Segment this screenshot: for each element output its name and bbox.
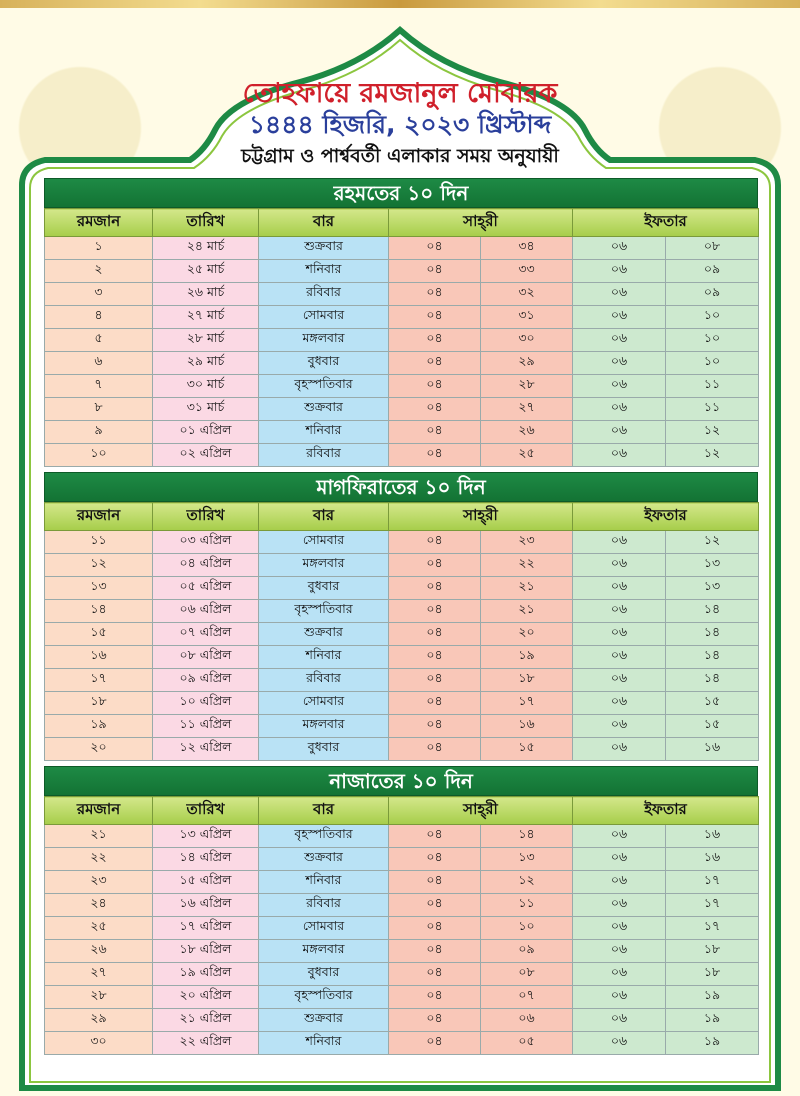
cell-iftar-hour: ০৬ [573,1032,666,1055]
cell-iftar-minute: ১৯ [666,986,759,1009]
cell-ramadan: ২০ [45,738,153,761]
cell-sehri-minute: ২০ [481,623,573,646]
table-row [45,283,759,306]
table-row [45,531,759,554]
section-title: নাজাতের ১০ দিন [44,766,758,796]
cell-iftar-hour: ০৬ [573,986,666,1009]
col-header-sehri: সাহ্‌রী [389,503,573,531]
cell-iftar-hour: ০৬ [573,352,666,375]
cell-ramadan: ৩ [45,283,153,306]
table-row [45,1032,759,1055]
cell-sehri-minute: ২৫ [481,444,573,467]
cell-sehri-minute: ১১ [481,894,573,917]
cell-ramadan: ২৬ [45,940,153,963]
cell-day: শনিবার [259,646,389,669]
cell-sehri-hour: ০৪ [389,283,481,306]
cell-sehri-hour: ০৪ [389,352,481,375]
cell-date: ২৬ মার্চ [153,283,259,306]
cell-date: ১৮ এপ্রিল [153,940,259,963]
cell-ramadan: ৫ [45,329,153,352]
cell-iftar-minute: ০৯ [666,260,759,283]
schedule-table [44,796,759,1055]
table-row [45,444,759,467]
cell-iftar-minute: ০৯ [666,283,759,306]
table-row [45,825,759,848]
cell-sehri-hour: ০৪ [389,398,481,421]
section-title: মাগফিরাতের ১০ দিন [44,472,758,502]
col-header-sehri: সাহ্‌রী [389,209,573,237]
cell-iftar-hour: ০৬ [573,554,666,577]
header-row [45,797,759,825]
cell-iftar-minute: ০৮ [666,237,759,260]
cell-date: ২৭ মার্চ [153,306,259,329]
col-header-ramadan: রমজান [45,797,153,825]
cell-sehri-minute: ২১ [481,600,573,623]
cell-date: ০৮ এপ্রিল [153,646,259,669]
col-header-iftar: ইফতার [573,503,759,531]
col-header-sehri: সাহ্‌রী [389,797,573,825]
cell-iftar-minute: ১৫ [666,715,759,738]
cell-iftar-minute: ১১ [666,375,759,398]
cell-sehri-hour: ০৪ [389,1032,481,1055]
cell-iftar-minute: ১১ [666,398,759,421]
section-block [44,766,758,1055]
cell-sehri-minute: ১৩ [481,848,573,871]
cell-sehri-minute: ৩১ [481,306,573,329]
cell-ramadan: ১৫ [45,623,153,646]
cell-sehri-hour: ০৪ [389,375,481,398]
cell-iftar-hour: ০৬ [573,623,666,646]
cell-iftar-hour: ০৬ [573,894,666,917]
table-row [45,986,759,1009]
cell-date: ২৯ মার্চ [153,352,259,375]
cell-ramadan: ১১ [45,531,153,554]
table-row [45,352,759,375]
cell-iftar-minute: ১৬ [666,738,759,761]
cell-ramadan: ২৭ [45,963,153,986]
cell-date: ০৭ এপ্রিল [153,623,259,646]
cell-sehri-minute: ১৫ [481,738,573,761]
table-row [45,577,759,600]
cell-day: শুক্রবার [259,848,389,871]
cell-iftar-hour: ০৬ [573,715,666,738]
cell-day: মঙ্গলবার [259,715,389,738]
cell-iftar-minute: ১২ [666,531,759,554]
cell-day: বৃহস্পতিবার [259,986,389,1009]
table-row [45,1009,759,1032]
cell-day: বুধবার [259,352,389,375]
cell-iftar-hour: ০৬ [573,600,666,623]
cell-iftar-hour: ০৬ [573,738,666,761]
col-header-day: বার [259,797,389,825]
cell-iftar-hour: ০৬ [573,692,666,715]
table-row [45,669,759,692]
cell-day: বুধবার [259,577,389,600]
col-header-day: বার [259,503,389,531]
header-row [45,503,759,531]
table-row [45,646,759,669]
cell-sehri-minute: ২৬ [481,421,573,444]
cell-day: রবিবার [259,444,389,467]
cell-date: ০১ এপ্রিল [153,421,259,444]
cell-iftar-minute: ১৮ [666,963,759,986]
cell-sehri-minute: ২৭ [481,398,573,421]
cell-iftar-minute: ১২ [666,421,759,444]
cell-iftar-hour: ০৬ [573,260,666,283]
cell-date: ০৫ এপ্রিল [153,577,259,600]
section-block [44,178,758,467]
cell-sehri-minute: ১০ [481,917,573,940]
cell-ramadan: ১ [45,237,153,260]
cell-sehri-minute: ০৭ [481,986,573,1009]
cell-iftar-minute: ১৯ [666,1032,759,1055]
cell-day: সোমবার [259,692,389,715]
cell-day: সোমবার [259,917,389,940]
table-row [45,306,759,329]
cell-iftar-hour: ০৬ [573,398,666,421]
cell-ramadan: ১৩ [45,577,153,600]
cell-sehri-hour: ০৪ [389,600,481,623]
cell-sehri-hour: ০৪ [389,894,481,917]
cell-day: মঙ্গলবার [259,329,389,352]
cell-ramadan: ৪ [45,306,153,329]
section-block [44,472,758,761]
cell-ramadan: ১২ [45,554,153,577]
section-title: রহমতের ১০ দিন [44,178,758,208]
cell-date: ১০ এপ্রিল [153,692,259,715]
cell-iftar-hour: ০৬ [573,669,666,692]
cell-date: ৩০ মার্চ [153,375,259,398]
cell-day: মঙ্গলবার [259,554,389,577]
table-row [45,600,759,623]
cell-date: ২৮ মার্চ [153,329,259,352]
cell-sehri-hour: ০৪ [389,646,481,669]
cell-iftar-hour: ০৬ [573,375,666,398]
cell-iftar-hour: ০৬ [573,531,666,554]
cell-sehri-minute: ১৯ [481,646,573,669]
cell-sehri-hour: ০৪ [389,871,481,894]
cell-day: বৃহস্পতিবার [259,375,389,398]
cell-iftar-minute: ১৯ [666,1009,759,1032]
cell-date: ০২ এপ্রিল [153,444,259,467]
cell-sehri-hour: ০৪ [389,669,481,692]
cell-iftar-hour: ০৬ [573,306,666,329]
cell-sehri-hour: ০৪ [389,738,481,761]
cell-ramadan: ১৭ [45,669,153,692]
cell-sehri-minute: ০৬ [481,1009,573,1032]
cell-ramadan: ২১ [45,825,153,848]
table-row [45,398,759,421]
cell-date: ১৫ এপ্রিল [153,871,259,894]
cell-ramadan: ২৫ [45,917,153,940]
cell-sehri-minute: ১৮ [481,669,573,692]
cell-date: ০৯ এপ্রিল [153,669,259,692]
schedule-table [44,502,759,761]
cell-ramadan: ৩০ [45,1032,153,1055]
table-row [45,963,759,986]
table-row [45,917,759,940]
table-row [45,692,759,715]
cell-sehri-minute: ৩৪ [481,237,573,260]
cell-sehri-hour: ০৪ [389,554,481,577]
cell-sehri-hour: ০৪ [389,963,481,986]
header-row [45,209,759,237]
cell-sehri-minute: ২৯ [481,352,573,375]
schedule-sheet [44,178,758,1060]
cell-iftar-hour: ০৬ [573,963,666,986]
cell-iftar-minute: ১৬ [666,825,759,848]
cell-date: ১৬ এপ্রিল [153,894,259,917]
cell-ramadan: ১৪ [45,600,153,623]
cell-ramadan: ২৮ [45,986,153,1009]
col-header-date: তারিখ [153,209,259,237]
cell-day: শনিবার [259,871,389,894]
table-row [45,375,759,398]
cell-day: শনিবার [259,260,389,283]
cell-sehri-hour: ০৪ [389,715,481,738]
cell-sehri-hour: ০৪ [389,421,481,444]
cell-ramadan: ১৬ [45,646,153,669]
cell-date: ২০ এপ্রিল [153,986,259,1009]
col-header-date: তারিখ [153,797,259,825]
cell-iftar-minute: ১৭ [666,894,759,917]
cell-sehri-minute: ১৪ [481,825,573,848]
cell-sehri-minute: ০৯ [481,940,573,963]
cell-iftar-hour: ০৬ [573,646,666,669]
cell-sehri-minute: ১২ [481,871,573,894]
cell-iftar-hour: ০৬ [573,444,666,467]
cell-sehri-hour: ০৪ [389,260,481,283]
cell-day: শুক্রবার [259,1009,389,1032]
cell-day: শনিবার [259,1032,389,1055]
cell-day: বুধবার [259,963,389,986]
cell-day: সোমবার [259,531,389,554]
cell-sehri-minute: ২৩ [481,531,573,554]
cell-sehri-hour: ০৪ [389,531,481,554]
cell-ramadan: ৮ [45,398,153,421]
cell-iftar-minute: ১৪ [666,623,759,646]
cell-date: ২২ এপ্রিল [153,1032,259,1055]
col-header-ramadan: রমজান [45,503,153,531]
cell-sehri-hour: ০৪ [389,848,481,871]
table-row [45,260,759,283]
cell-sehri-minute: ২২ [481,554,573,577]
main-title: তোহফায়ে রমজানুল মোবারক [242,78,558,109]
cell-ramadan: ৬ [45,352,153,375]
cell-ramadan: ২২ [45,848,153,871]
table-row [45,421,759,444]
cell-iftar-hour: ০৬ [573,1009,666,1032]
cell-iftar-minute: ১০ [666,352,759,375]
cell-sehri-minute: ৩৩ [481,260,573,283]
region-subtitle: চট্টগ্রাম ও পার্শ্ববর্তী এলাকার সময় অনুযায়ী [241,145,559,167]
cell-sehri-hour: ০৪ [389,577,481,600]
col-header-iftar: ইফতার [573,797,759,825]
year-title: ১৪৪৪ হিজরি, ২০২৩ খ্রিস্টাব্দ [248,110,552,139]
cell-iftar-hour: ০৬ [573,871,666,894]
cell-sehri-hour: ০৪ [389,623,481,646]
cell-iftar-minute: ১২ [666,444,759,467]
cell-iftar-hour: ০৬ [573,577,666,600]
table-row [45,715,759,738]
cell-date: ২৫ মার্চ [153,260,259,283]
cell-sehri-hour: ০৪ [389,329,481,352]
cell-date: ২৪ মার্চ [153,237,259,260]
cell-sehri-minute: ২৮ [481,375,573,398]
title-block [0,78,800,170]
cell-date: ০৩ এপ্রিল [153,531,259,554]
cell-ramadan: ২৩ [45,871,153,894]
table-row [45,329,759,352]
cell-day: সোমবার [259,306,389,329]
cell-day: বুধবার [259,738,389,761]
cell-ramadan: ২৪ [45,894,153,917]
table-row [45,894,759,917]
cell-iftar-minute: ১৬ [666,848,759,871]
cell-iftar-hour: ০৬ [573,940,666,963]
cell-day: বৃহস্পতিবার [259,600,389,623]
cell-iftar-hour: ০৬ [573,283,666,306]
cell-iftar-minute: ১৭ [666,917,759,940]
cell-iftar-minute: ১৪ [666,646,759,669]
cell-iftar-hour: ০৬ [573,329,666,352]
cell-date: ১১ এপ্রিল [153,715,259,738]
cell-iftar-minute: ১৪ [666,600,759,623]
cell-sehri-hour: ০৪ [389,917,481,940]
cell-ramadan: ২ [45,260,153,283]
cell-ramadan: ১৯ [45,715,153,738]
cell-day: শুক্রবার [259,398,389,421]
cell-iftar-hour: ০৬ [573,421,666,444]
cell-date: ০৬ এপ্রিল [153,600,259,623]
table-row [45,848,759,871]
cell-day: রবিবার [259,669,389,692]
cell-iftar-minute: ১৩ [666,554,759,577]
cell-sehri-hour: ০৪ [389,986,481,1009]
cell-date: ১৩ এপ্রিল [153,825,259,848]
cell-day: রবিবার [259,283,389,306]
cell-day: শুক্রবার [259,237,389,260]
cell-iftar-minute: ১০ [666,306,759,329]
cell-sehri-minute: ২১ [481,577,573,600]
cell-sehri-hour: ০৪ [389,444,481,467]
col-header-date: তারিখ [153,503,259,531]
cell-day: মঙ্গলবার [259,940,389,963]
cell-sehri-hour: ০৪ [389,237,481,260]
cell-date: ৩১ মার্চ [153,398,259,421]
table-row [45,623,759,646]
cell-day: শনিবার [259,421,389,444]
table-row [45,940,759,963]
schedule-table [44,208,759,467]
cell-sehri-minute: ৩০ [481,329,573,352]
cell-sehri-hour: ০৪ [389,692,481,715]
cell-day: বৃহস্পতিবার [259,825,389,848]
cell-date: ১৯ এপ্রিল [153,963,259,986]
cell-sehri-minute: ০৫ [481,1032,573,1055]
cell-iftar-hour: ০৬ [573,237,666,260]
cell-iftar-minute: ১৩ [666,577,759,600]
cell-ramadan: ২৯ [45,1009,153,1032]
cell-sehri-hour: ০৪ [389,306,481,329]
cell-iftar-hour: ০৬ [573,848,666,871]
cell-iftar-minute: ১৪ [666,669,759,692]
cell-ramadan: ৭ [45,375,153,398]
table-row [45,554,759,577]
cell-ramadan: ১৮ [45,692,153,715]
table-row [45,871,759,894]
cell-ramadan: ৯ [45,421,153,444]
cell-iftar-minute: ১৫ [666,692,759,715]
cell-date: ০৪ এপ্রিল [153,554,259,577]
cell-sehri-minute: ০৮ [481,963,573,986]
cell-iftar-minute: ১৭ [666,871,759,894]
cell-sehri-minute: ৩২ [481,283,573,306]
cell-date: ১৭ এপ্রিল [153,917,259,940]
col-header-ramadan: রমজান [45,209,153,237]
table-row [45,738,759,761]
cell-date: ১৪ এপ্রিল [153,848,259,871]
table-row [45,237,759,260]
cell-date: ২১ এপ্রিল [153,1009,259,1032]
cell-sehri-minute: ১৬ [481,715,573,738]
cell-iftar-minute: ১৮ [666,940,759,963]
cell-sehri-minute: ১৭ [481,692,573,715]
cell-iftar-minute: ১০ [666,329,759,352]
cell-date: ১২ এপ্রিল [153,738,259,761]
cell-iftar-hour: ০৬ [573,917,666,940]
cell-day: রবিবার [259,894,389,917]
cell-sehri-hour: ০৪ [389,940,481,963]
cell-iftar-hour: ০৬ [573,825,666,848]
col-header-day: বার [259,209,389,237]
cell-day: শুক্রবার [259,623,389,646]
cell-sehri-hour: ০৪ [389,1009,481,1032]
cell-ramadan: ১০ [45,444,153,467]
col-header-iftar: ইফতার [573,209,759,237]
cell-sehri-hour: ০৪ [389,825,481,848]
